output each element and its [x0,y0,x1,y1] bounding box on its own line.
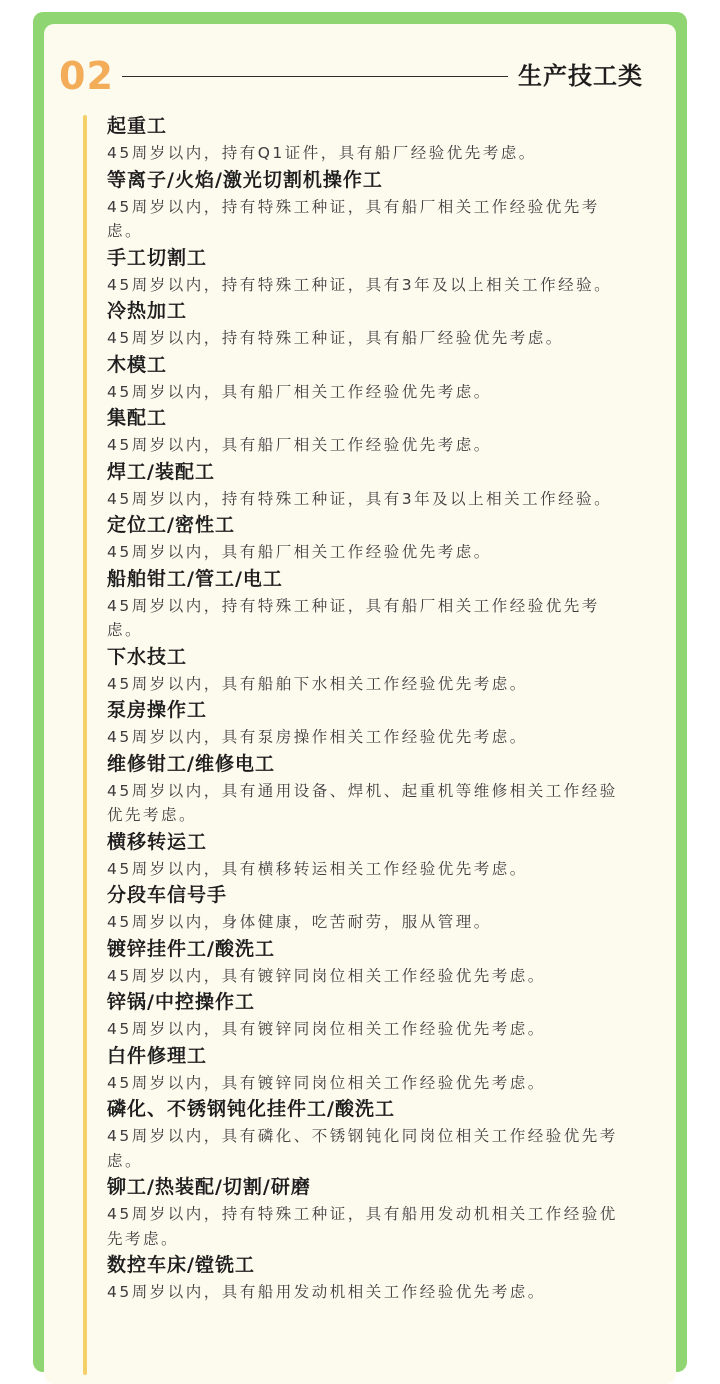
job-desc: 45周岁以内，具有镀锌同岗位相关工作经验优先考虑。 [107,1020,546,1038]
job-desc: 45周岁以内，持有特殊工种证，具有船厂相关工作经验优先考虑。 [107,197,600,240]
job-item-transfer-operator [107,828,627,882]
job-title: 横移转运工 [107,830,208,853]
job-desc: 45周岁以内，持有特殊工种证，具有船厂相关工作经验优先考虑。 [107,596,600,639]
job-desc: 45周岁以内，具有船用发动机相关工作经验优先考虑。 [107,1283,546,1301]
job-item-pump-room-operator [107,696,627,750]
job-title: 磷化、不锈钢钝化挂件工/酸洗工 [107,1098,395,1120]
job-title: 镀锌挂件工/酸洗工 [107,937,275,960]
job-desc: 45周岁以内，持有Q1证件，具有船厂经验优先考虑。 [107,144,537,162]
job-item-launching-technician [107,643,627,697]
job-list [107,112,627,1305]
job-desc: 45周岁以内，持有特殊工种证，具有船用发动机相关工作经验优先考虑。 [107,1205,618,1248]
job-title: 数控车床/镗铣工 [107,1254,255,1276]
job-item-positioner-tightness-tester [107,511,627,565]
job-desc: 45周岁以内，具有船厂相关工作经验优先考虑。 [107,436,492,454]
job-desc: 45周岁以内，具有横移转运相关工作经验优先考虑。 [107,859,528,878]
job-item-block-vehicle-signalman [107,881,627,935]
job-desc: 45周岁以内，具有镀锌同岗位相关工作经验优先考虑。 [107,1073,546,1092]
job-item-zinc-pot-control-operator [107,988,627,1042]
job-desc: 45周岁以内，持有特殊工种证，具有船厂经验优先考虑。 [107,329,564,347]
job-title: 等离子/火焰/激光切割机操作工 [107,168,383,191]
job-item-galvanizing-hanger-pickler [107,935,627,989]
section-title: 生产技工类 [518,62,643,90]
job-title: 维修钳工/维修电工 [107,752,275,775]
job-title: 起重工 [107,115,168,137]
section-number: 02 [59,54,114,98]
job-title: 集配工 [107,407,168,429]
job-item-riveter-hot-assembly [107,1173,627,1251]
job-title: 船舶钳工/管工/电工 [107,567,283,590]
job-item-ship-fitter-pipe-electric [107,565,627,643]
job-title: 白件修理工 [107,1044,208,1067]
job-item-wood-pattern-maker [107,351,627,405]
job-desc: 45周岁以内，持有特殊工种证，具有3年及以上相关工作经验。 [107,489,613,508]
accent-bar [83,115,87,1375]
job-item-maintenance-fitter-electrician [107,750,627,828]
job-title: 分段车信号手 [107,884,228,906]
job-item-manual-cutter [107,244,627,298]
job-item-white-part-repairer [107,1042,627,1096]
job-desc: 45周岁以内，具有通用设备、焊机、起重机等维修相关工作经验优先考虑。 [107,781,618,824]
job-item-cnc-lathe-boring-milling [107,1251,627,1305]
job-title: 下水技工 [107,645,188,668]
job-desc: 45周岁以内，具有船舶下水相关工作经验优先考虑。 [107,674,528,693]
header-divider [122,76,508,77]
job-item-phosphating-passivation-worker [107,1095,627,1173]
job-title: 泵房操作工 [107,699,208,721]
job-desc: 45周岁以内，具有泵房操作相关工作经验优先考虑。 [107,728,528,746]
job-desc: 45周岁以内，身体健康，吃苦耐劳，服从管理。 [107,913,492,931]
job-title: 锌锅/中控操作工 [107,991,255,1013]
job-title: 定位工/密性工 [107,514,235,536]
job-desc: 45周岁以内，具有船厂相关工作经验优先考虑。 [107,382,492,401]
job-title: 手工切割工 [107,246,208,269]
job-item-welder-assembler [107,458,627,512]
job-desc: 45周岁以内，具有磷化、不锈钢钝化同岗位相关工作经验优先考虑。 [107,1127,618,1170]
job-desc: 45周岁以内，具有船厂相关工作经验优先考虑。 [107,543,492,561]
job-title: 木模工 [107,353,168,376]
job-item-hot-cold-processing [107,297,627,351]
job-item-crane-operator [107,112,627,166]
job-title: 冷热加工 [107,300,188,322]
job-desc: 45周岁以内，持有特殊工种证，具有3年及以上相关工作经验。 [107,275,613,294]
job-title: 铆工/热装配/切割/研磨 [107,1176,311,1198]
job-item-assembly-fitter [107,404,627,458]
job-desc: 45周岁以内，具有镀锌同岗位相关工作经验优先考虑。 [107,966,546,985]
job-title: 焊工/装配工 [107,460,215,483]
job-item-cutting-machine-operator [107,166,627,244]
